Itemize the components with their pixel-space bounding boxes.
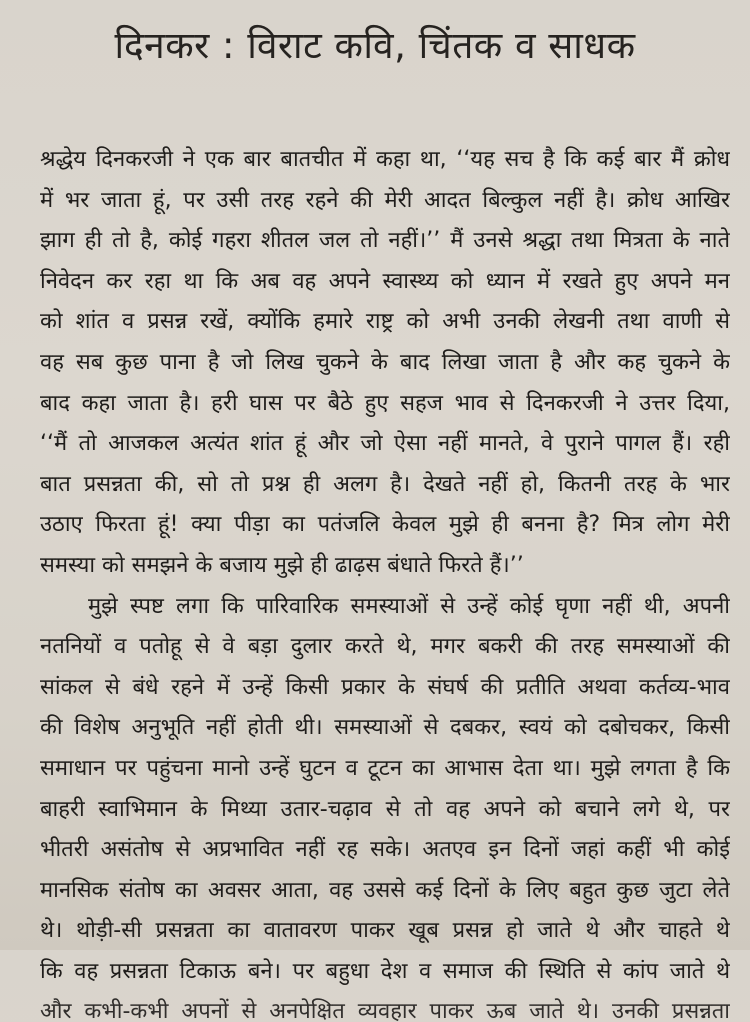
text-line: झाग ही तो है, कोई गहरा शीतल जल तो नहीं।’’ मैं उनसे श्रद्धा तथा मित्रता के नाते xyxy=(40,228,730,254)
text-line: नतनियों व पतोहू से वे बड़ा दुलार करते थे, मगर बकरी की तरह समस्याओं की xyxy=(40,634,730,660)
text-line: बाहरी स्वाभिमान के मिथ्या उतार-चढ़ाव से तो वह अपने को बचाने लगे थे, पर xyxy=(40,796,730,822)
text-line: और कभी-कभी अपनों से अनपेक्षित व्यवहार पाकर ऊब जाते थे। उनकी प्रसन्नता xyxy=(40,999,730,1022)
text-line: बाद कहा जाता है। हरी घास पर बैठे हुए सहज भाव से दिनकरजी ने उत्तर दिया, xyxy=(40,390,730,416)
text-line: श्रद्धेय दिनकरजी ने एक बार बातचीत में कहा था, ‘‘यह सच है कि कई बार मैं क्रोध xyxy=(40,147,730,172)
text-line: समाधान पर पहुंचना मानो उन्हें घुटन व टूटन का आभास देता था। मुझे लगता है कि xyxy=(40,755,730,781)
text-line: ‘‘मैं तो आजकल अत्यंत शांत हूं और जो ऐसा नहीं मानते, वे पुराने पागल हैं। रही xyxy=(40,431,730,457)
text-line: उठाए फिरता हूं! क्या पीड़ा का पतंजलि केवल मुझे ही बनना है? मित्र लोग मेरी xyxy=(40,512,730,538)
text-line: कि वह प्रसन्नता टिकाऊ बने। पर बहुधा देश व समाज की स्थिति से कांप जाते थे xyxy=(40,958,730,984)
text-line: मानसिक संतोष का अवसर आता, वह उससे कई दिनों के लिए बहुत कुछ जुटा लेते xyxy=(40,877,730,903)
text-line: को शांत व प्रसन्न रखें, क्योंकि हमारे राष्ट्र को अभी उनकी लेखनी तथा वाणी से xyxy=(40,309,730,335)
text-line: में भर जाता हूं, पर उसी तरह रहने की मेरी आदत बिल्कुल नहीं है। क्रोध आखिर xyxy=(40,187,730,213)
text-line: थे। थोड़ी-सी प्रसन्नता का वातावरण पाकर खूब प्रसन्न हो जाते थे और चाहते थे xyxy=(40,918,730,944)
paragraph-1 xyxy=(40,140,730,587)
text-line: समस्या को समझने के बजाय मुझे ही ढाढ़स बंधाते फिरते हैं।’’ xyxy=(40,552,524,578)
paragraph-2 xyxy=(40,587,730,1022)
text-line: मुझे स्पष्ट लगा कि पारिवारिक समस्याओं से उन्हें कोई घृणा नहीं थी, अपनी xyxy=(88,593,730,619)
text-line: बात प्रसन्नता की, सो तो प्रश्न ही अलग है। देखते नहीं हो, कितनी तरह के भार xyxy=(40,471,730,497)
chapter-title: दिनकर : विराट कवि, चिंतक व साधक xyxy=(114,24,636,67)
text-line: निवेदन कर रहा था कि अब वह अपने स्वास्थ्य को ध्यान में रखते हुए अपने मन xyxy=(40,268,730,294)
text-line: भीतरी असंतोष से अप्रभावित नहीं रह सके। अतएव इन दिनों जहां कहीं भी कोई xyxy=(40,837,730,863)
text-line: वह सब कुछ पाना है जो लिख चुकने के बाद लिखा जाता है और कह चुकने के xyxy=(40,349,730,375)
text-line: की विशेष अनुभूति नहीं होती थी। समस्याओं से दबकर, स्वयं को दबोचकर, किसी xyxy=(40,715,730,741)
body-text xyxy=(40,140,730,1022)
text-line: सांकल से बंधे रहने में उन्हें किसी प्रकार के संघर्ष की प्रतीति अथवा कर्तव्य-भाव xyxy=(40,674,730,700)
